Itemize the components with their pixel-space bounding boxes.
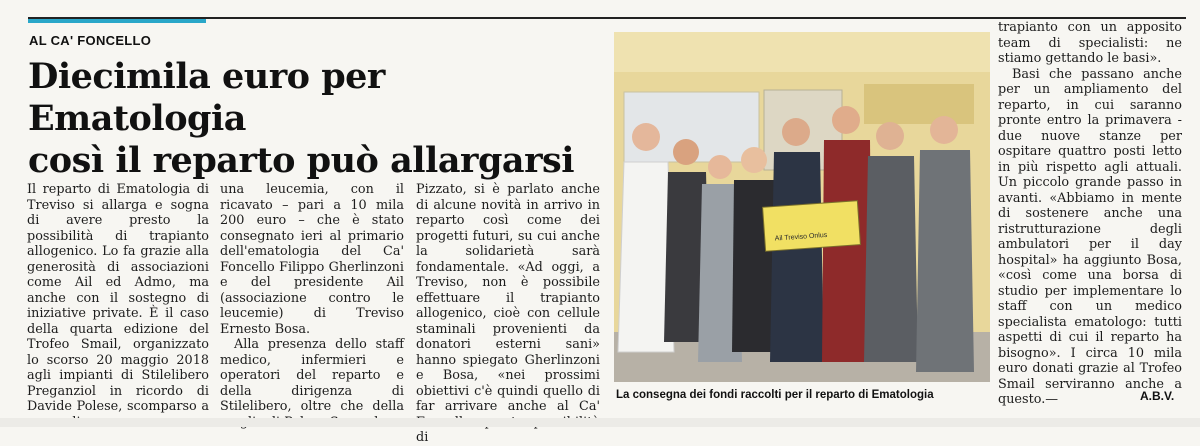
- headline: [28, 56, 608, 182]
- col2-paragraph-2: Alla presenza dello staff medico, infermieri e operatori del reparto e della dirigenza di Stilelibero, oltre che della: [220, 337, 404, 414]
- col2-paragraph-1: una leucemia, con il ricavato – pari a 10 mila 200 euro – che è stato consegnato ieri al primario dell'ematologia del Ca' Foncello Filippo Gherlinzoni e del presidente Ail (associazione contro le leucemie) di Treviso Ernesto Bosa.: [220, 182, 404, 337]
- headline-line-1: Diecimila euro per Ematologia: [28, 56, 385, 139]
- article-column-4: [998, 20, 1182, 408]
- article-column-3: [416, 182, 600, 446]
- person-man-grey: [864, 122, 918, 362]
- headline-line-2: così il reparto può allargarsi: [28, 140, 575, 181]
- article-column-2: [220, 182, 404, 430]
- ceiling: [614, 32, 990, 72]
- article-photo: [614, 32, 990, 382]
- wall-panel: [864, 84, 974, 124]
- person-man-elder: [916, 116, 974, 372]
- charity-check: [763, 201, 861, 252]
- accent-bar: [28, 19, 206, 23]
- col1-paragraph-1: Il reparto di Ematologia di Treviso si allarga e sogna di avere presto la possibilità di trapianto allogenico. Lo fa grazie alla generosità di associazioni come Ail ed Admo, ma anche con il sostegno di iniziative private. È il caso della quarta edizione del Trofeo Smail, organizzato lo scorso 20 maggio 2018 agli impianti di Stilelibero Preganziol in ricordo di Davide Polese, scomparso a: [27, 182, 209, 414]
- col4-paragraph-2: Basi che passano anche per un ampliamento del reparto, in cui saranno pronte entro la primavera - due nuove stanze per ospitare quattro posti letto in più rispetto agli attuali. Un piccolo grande passo in avanti. «Abbiamo in mente di sostenere anche una ristrutturazione degli ambulatori per il day hospital» ha aggiunto Bosa, «così come una borsa di studio per implementare lo staff con un medico specialista ematologo: tutti aspetti di cui il reparto ha bisogno». I circa 10 mila euro donati grazie al Trofeo Smail serviranno anche a questo.—: [998, 66, 1182, 407]
- kicker: AL CA' FONCELLO: [29, 33, 152, 48]
- check-text: Ail Treviso Onlus: [774, 231, 828, 243]
- bottom-margin: [0, 418, 1200, 427]
- author-signature: A.B.V.: [1140, 389, 1175, 403]
- col4-paragraph-1: trapianto con un apposito team di specialisti: ne stiamo gettando le basi».: [998, 20, 1182, 66]
- col3-paragraph-1: Pizzato, si è parlato anche di alcune novità in arrivo in reparto così come dei progetti futuri, su cui anche la solidarietà sarà fondamentale. «Ad oggi, a Treviso, non è possibile effettuare il trapianto allogenico, cioè con cellule staminali provenienti da donatori esterni sani» hanno spiegato Gherlinzoni e Bosa, «nei prossimi obiettivi c'è quindi quello di far arrivare anche al Ca' di: [416, 182, 600, 445]
- article-column-1: [27, 182, 209, 430]
- photo-caption: La consegna dei fondi raccolti per il reparto di Ematologia: [616, 389, 934, 401]
